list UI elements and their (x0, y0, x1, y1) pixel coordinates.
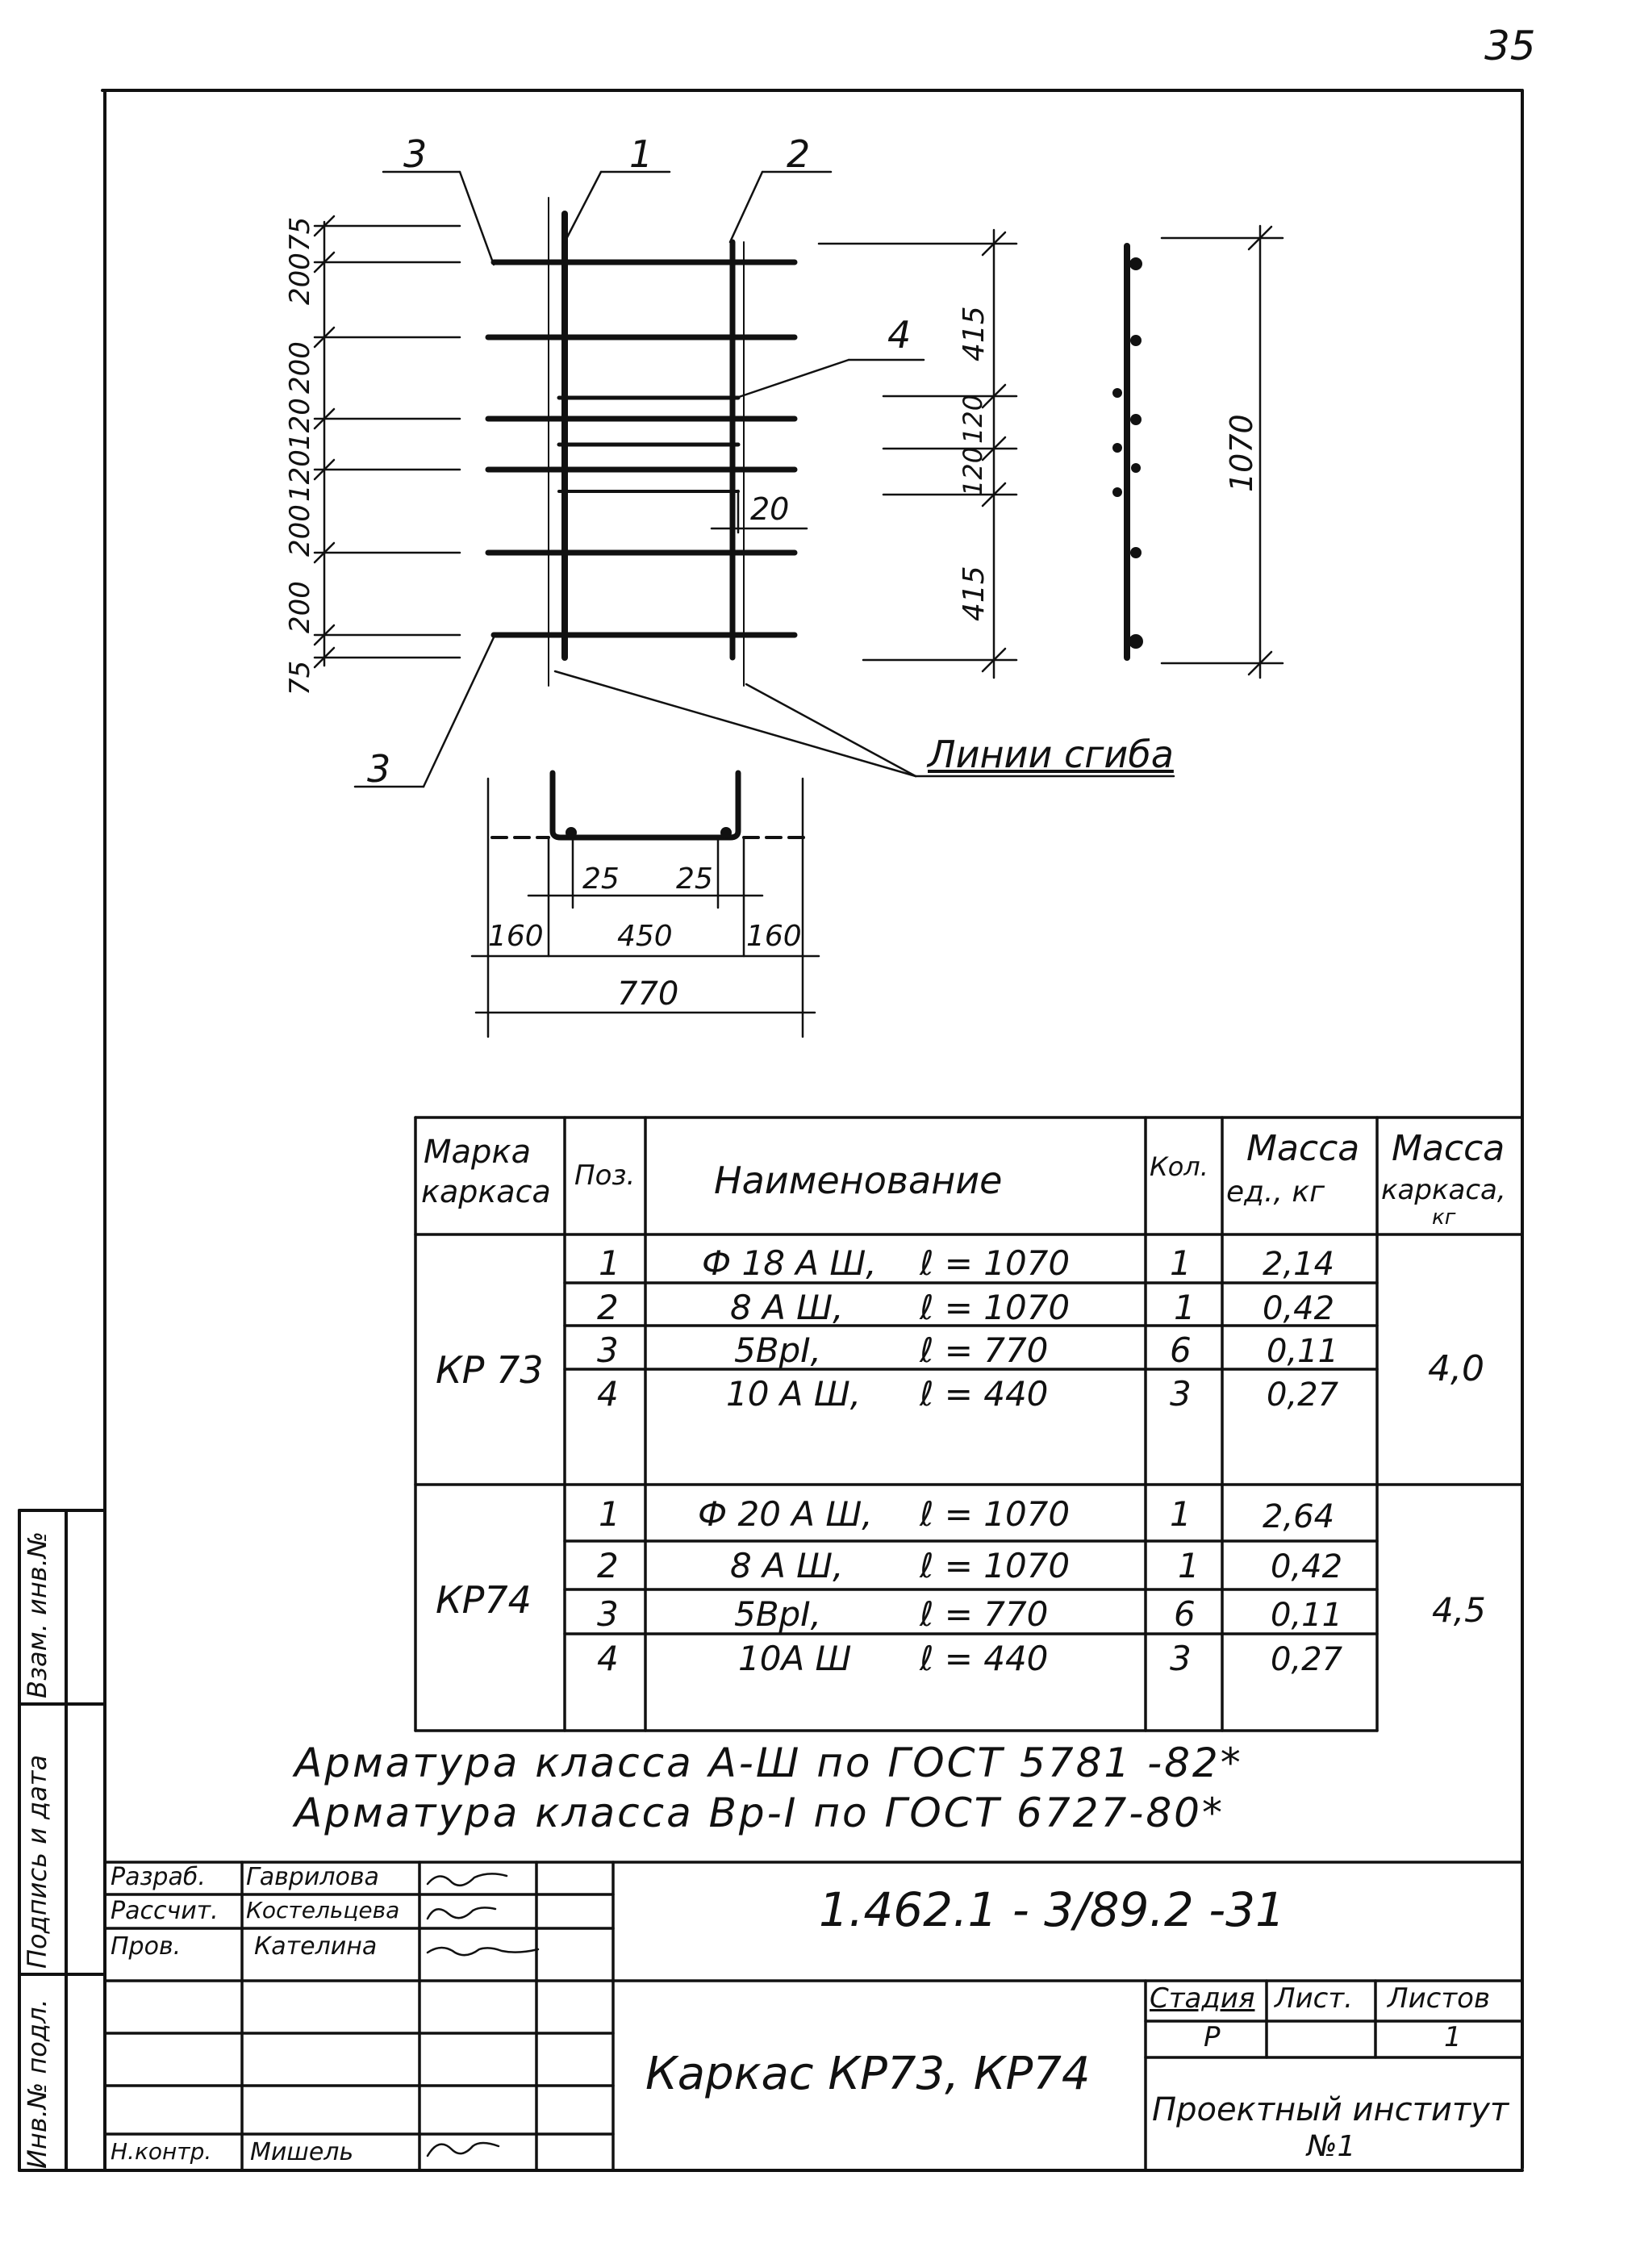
group-frame-mass: 4,5 (1432, 1590, 1486, 1630)
side-stamp-label: Инв.№ подл. (22, 1999, 52, 2169)
row-pos: 2 (597, 1288, 619, 1327)
section-dim-label: 160 (746, 920, 802, 953)
row-length: ℓ = 440 (920, 1639, 1049, 1678)
row-mass: 0,42 (1271, 1548, 1343, 1585)
section-dim-label: 25 (582, 863, 620, 896)
row-length: ℓ = 440 (920, 1374, 1049, 1414)
row-qty: 1 (1170, 1243, 1192, 1283)
row-pos: 4 (597, 1374, 619, 1414)
row-pos: 3 (597, 1594, 619, 1634)
left-dim-label: 200 (284, 581, 316, 633)
section-dim-label: 160 (488, 920, 544, 953)
crossbars (488, 262, 795, 635)
leader-4: 4 (887, 313, 912, 357)
person-name: Кателина (254, 1932, 378, 1961)
document-title: Каркас КР73, КР74 (645, 2048, 1091, 2100)
left-dim-label: 120 (284, 449, 316, 502)
row-mass: 2,14 (1263, 1246, 1335, 1283)
header-frame-mass: каркаса, (1381, 1174, 1506, 1206)
right-dim-label: 415 (958, 306, 991, 361)
gap-dimension: 20 (750, 491, 790, 527)
row-length: ℓ = 1070 (920, 1494, 1071, 1534)
row-qty: 6 (1174, 1594, 1196, 1634)
sheet-header: Лист. (1275, 1982, 1353, 2015)
left-dim-label: 120 (284, 398, 316, 450)
left-dim-label: 200 (284, 504, 316, 557)
leader-3-bottom: 3 (367, 747, 391, 791)
row-length: ℓ = 770 (920, 1330, 1049, 1370)
row-qty: 1 (1178, 1546, 1200, 1585)
side-view (1127, 226, 1283, 678)
row-bar: 10А Ш (738, 1639, 852, 1678)
side-stamp-label: Взам. инв.№ (22, 1531, 52, 1698)
row-qty: 1 (1174, 1288, 1196, 1327)
header-mark: каркаса (421, 1174, 551, 1209)
note-line: Арматура класса А-Ш по ГОСТ 5781 -82* (294, 1740, 1243, 1786)
person-name: Костельцева (246, 1897, 400, 1923)
row-qty: 1 (1170, 1494, 1192, 1534)
row-bar: Ф 20 А Ш, (698, 1494, 873, 1534)
header-mark: Марка (424, 1134, 532, 1171)
row-mass: 0,27 (1267, 1376, 1339, 1414)
total-height-label: 1070 (1224, 414, 1259, 492)
side-stamp-label: Подпись и дата (22, 1754, 52, 1969)
row-pos: 1 (599, 1494, 620, 1534)
section-dim-label: 450 (617, 920, 673, 953)
row-pos: 1 (599, 1243, 620, 1283)
row-qty: 3 (1170, 1639, 1192, 1678)
section-dim-label: 770 (617, 975, 679, 1013)
row-length: ℓ = 1070 (920, 1243, 1071, 1283)
group-frame-mass: 4,0 (1428, 1348, 1484, 1389)
row-bar: Ф 18 А Ш, (702, 1243, 877, 1283)
section-dim-label: 25 (676, 863, 713, 896)
header-name: Наименование (714, 1159, 1003, 1202)
stage-value: Р (1204, 2021, 1221, 2053)
role-label: Пров. (111, 1932, 182, 1961)
role-label: Н.контр. (111, 2138, 212, 2165)
organization: Проектный институт (1152, 2091, 1509, 2128)
row-mass: 0,27 (1271, 1641, 1343, 1678)
header-pos: Поз. (574, 1159, 636, 1192)
header-frame-mass: кг (1432, 1205, 1456, 1230)
organization: №1 (1307, 2130, 1356, 2163)
header-frame-mass: Масса (1392, 1128, 1505, 1169)
row-mass: 0,11 (1267, 1333, 1339, 1370)
row-mass: 2,64 (1263, 1498, 1335, 1535)
left-dim-label: 200 (284, 341, 316, 394)
role-label: Рассчит. (111, 1897, 219, 1925)
stage-header: Стадия (1150, 1982, 1255, 2015)
row-qty: 6 (1170, 1330, 1192, 1370)
person-name: Гаврилова (246, 1863, 379, 1891)
right-dim-label: 120 (958, 394, 988, 444)
row-pos: 2 (597, 1546, 619, 1585)
row-qty: 3 (1170, 1374, 1192, 1414)
row-length: ℓ = 770 (920, 1594, 1049, 1634)
sheets-value: 1 (1444, 2021, 1462, 2053)
right-dim-label: 120 (958, 446, 988, 496)
header-unit-mass: ед., кг (1226, 1176, 1325, 1209)
row-bar: 10 А Ш, (726, 1374, 862, 1414)
note-line: Арматура класса Вр-I по ГОСТ 6727-80* (294, 1790, 1225, 1836)
row-pos: 3 (597, 1330, 619, 1370)
leader-2: 2 (787, 132, 811, 176)
group-mark: КР74 (436, 1578, 532, 1622)
leader-1: 1 (629, 132, 653, 176)
left-dimension-chain (315, 216, 460, 667)
bend-lines-label: Линии сгиба (928, 733, 1174, 776)
left-dim-label: 200 (284, 253, 316, 305)
header-unit-mass: Масса (1246, 1128, 1360, 1169)
sheets-header: Листов (1388, 1982, 1491, 2015)
row-length: ℓ = 1070 (920, 1288, 1071, 1327)
row-bar: 5ВрI, (734, 1594, 821, 1634)
group-mark: КР 73 (436, 1348, 544, 1392)
left-dim-label: 75 (284, 216, 316, 252)
row-bar: 8 А Ш, (730, 1288, 844, 1327)
row-bar: 8 А Ш, (730, 1546, 844, 1585)
row-pos: 4 (597, 1639, 619, 1678)
row-mass: 0,11 (1271, 1597, 1343, 1634)
frame-elevation (488, 198, 795, 686)
row-length: ℓ = 1070 (920, 1546, 1071, 1585)
right-dim-label: 415 (958, 566, 991, 621)
document-code: 1.462.1 - 3/89.2 -31 (819, 1882, 1285, 1937)
row-mass: 0,42 (1263, 1290, 1335, 1327)
page-number: 35 (1484, 23, 1536, 69)
row-bar: 5ВрI, (734, 1330, 821, 1370)
leader-3-top: 3 (403, 132, 428, 176)
person-name: Мишель (250, 2138, 354, 2166)
left-dim-label: 75 (284, 660, 316, 695)
role-label: Разраб. (111, 1863, 206, 1891)
header-qty: Кол. (1150, 1151, 1208, 1182)
